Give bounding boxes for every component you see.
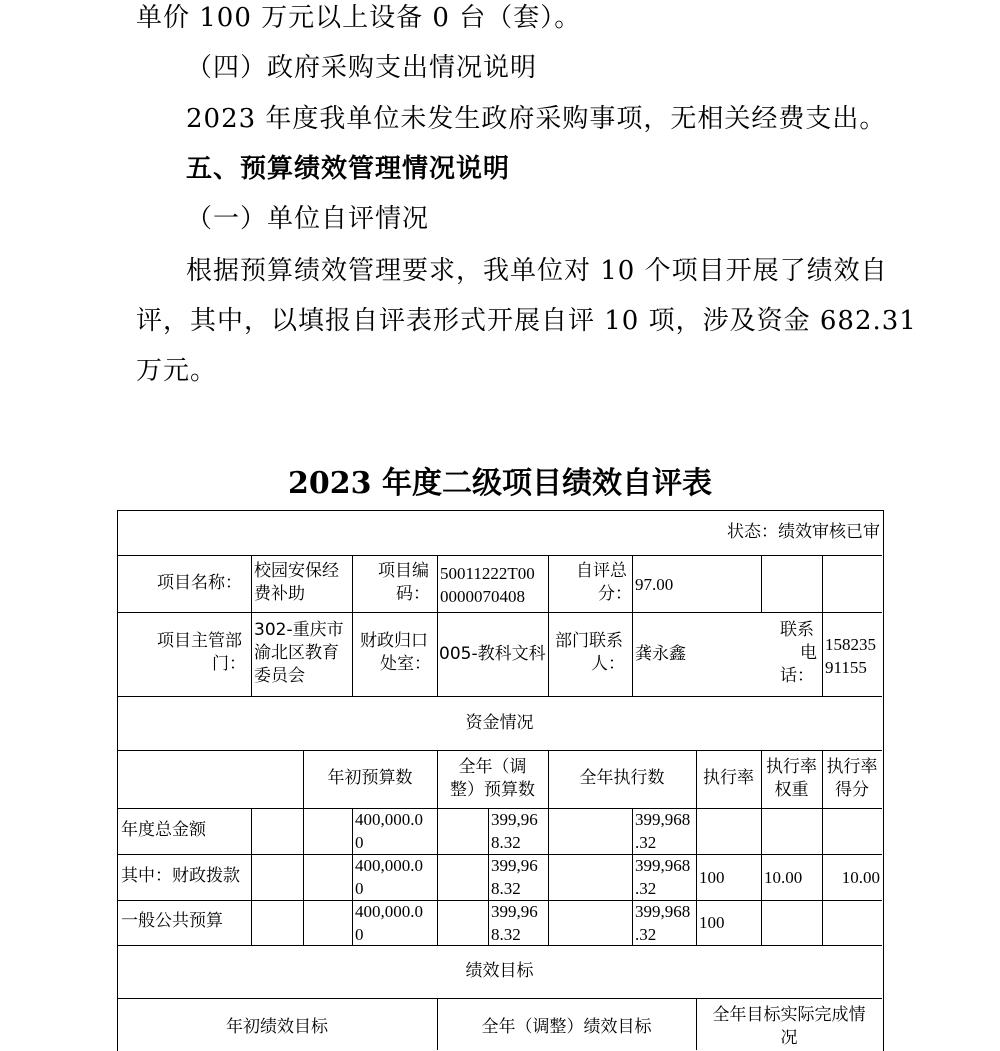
table-rule (548, 555, 549, 696)
table-rule (632, 555, 633, 696)
table-rule (352, 808, 353, 945)
table-rule (822, 555, 823, 696)
col-rate-score: 执行率 得分 (826, 757, 878, 800)
table-rule (251, 555, 252, 696)
perf-col-initial: 年初绩效目标 (226, 1017, 328, 1037)
row-label: 其中：财政拨款 (121, 866, 240, 886)
score-value: 97.00 (635, 575, 674, 594)
executed-cell: 399,968 .32 (635, 902, 691, 944)
paragraph-line: 单价 100 万元以上设备 0 台（套）。 (136, 3, 582, 33)
phone-value: 158235 91155 (825, 635, 876, 677)
paragraph-line: 2023 年度我单位未发生政府采购事项，无相关经费支出。 (186, 104, 887, 134)
col-adjusted-budget: 全年（调 整）预算数 (450, 757, 535, 800)
table-rule (303, 808, 304, 945)
subsection-heading: （一）单位自评情况 (186, 204, 430, 234)
table-rule (117, 998, 882, 999)
col-exec-rate: 执行率 (703, 768, 754, 788)
adjusted-budget-cell: 399,96 8.32 (491, 856, 538, 898)
table-rule (117, 612, 882, 613)
table-rule (761, 808, 762, 945)
paragraph-line: 评，其中，以填报自评表形式开展自评 10 项，涉及资金 682.31 (136, 306, 917, 336)
paragraph-line: 根据预算绩效管理要求，我单位对 10 个项目开展了绩效自 (186, 256, 888, 286)
col-executed: 全年执行数 (579, 768, 665, 788)
finance-value: 005-教科文科 (439, 644, 546, 664)
project-name-label: 项目名称： (157, 573, 242, 593)
col-rate-weight: 执行率 权重 (766, 757, 817, 800)
table-rule (251, 808, 252, 945)
executed-cell: 399,968 .32 (635, 810, 691, 852)
funds-section-header: 资金情况 (465, 713, 534, 733)
perf-col-actual: 全年目标实际完成情 况 (712, 1005, 866, 1048)
initial-budget-cell: 400,000.0 0 (355, 810, 423, 852)
table-rule (761, 555, 762, 612)
table-rule (488, 808, 489, 945)
phone-label: 联系 电 话： (780, 620, 817, 686)
finance-label: 财政归口 处室： (360, 631, 431, 674)
table-rule (117, 696, 882, 697)
rate-weight-cell: 10.00 (764, 868, 803, 887)
adjusted-budget-cell: 399,96 8.32 (491, 902, 538, 944)
table-rule (437, 808, 438, 945)
table-title: 2023 年度二级项目绩效自评表 (288, 466, 712, 501)
project-code-value: 50011222T00 0000070408 (440, 564, 535, 606)
initial-budget-cell: 400,000.0 0 (355, 902, 423, 944)
table-rule (117, 750, 882, 751)
table-rule (352, 555, 353, 696)
contact-value: 龚永鑫 (635, 644, 686, 664)
rate-score-cell: 10.00 (841, 868, 880, 887)
project-code-label: 项目编 码： (378, 561, 430, 604)
project-name-value: 校园安保经 费补助 (254, 561, 339, 604)
table-rule (437, 555, 438, 696)
perf-col-adjusted: 全年（调整）绩效目标 (481, 1017, 652, 1037)
contact-label: 部门联系 人： (555, 631, 625, 674)
section-heading: （四）政府采购支出情况说明 (186, 53, 538, 83)
exec-rate-cell: 100 (699, 913, 725, 932)
col-initial-budget: 年初预算数 (327, 768, 413, 788)
table-rule (632, 808, 633, 945)
status-label: 状态：绩效审核已审 (727, 522, 880, 542)
row-label: 年度总金额 (121, 820, 206, 840)
row-label: 一般公共预算 (121, 911, 223, 931)
paragraph-line: 万元。 (136, 356, 218, 386)
initial-budget-cell: 400,000.0 0 (355, 856, 423, 898)
adjusted-budget-cell: 399,96 8.32 (491, 810, 538, 852)
table-rule (117, 555, 882, 556)
table-rule (696, 808, 697, 945)
score-label: 自评总 分： (576, 561, 632, 604)
exec-rate-cell: 100 (699, 868, 725, 887)
table-rule (548, 808, 549, 945)
section-heading: 五、预算绩效管理情况说明 (186, 154, 511, 184)
executed-cell: 399,968 .32 (635, 856, 691, 898)
perf-section-header: 绩效目标 (465, 961, 534, 981)
dept-value: 302-重庆市 渝北区教育 委员会 (254, 620, 344, 686)
dept-label: 项目主管部 门： (157, 631, 246, 674)
